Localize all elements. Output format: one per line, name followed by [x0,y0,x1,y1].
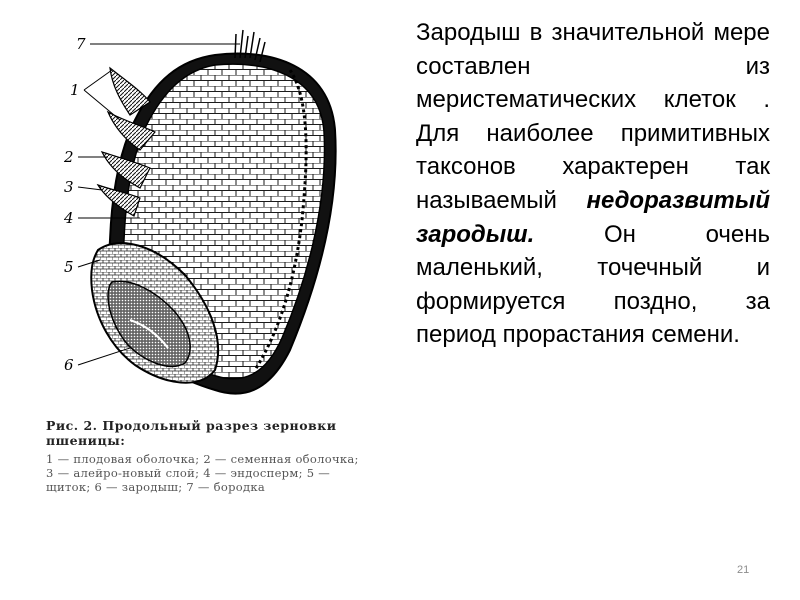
figure-caption-title: Рис. 2. Продольный разрез зерновки пшеницы: [46,418,337,448]
body-text-emphasis: недоразвитый зародыш. [416,186,770,248]
body-text-ending: Он очень маленький, точечный и формируется поздно, за период прорастания семени. [416,220,770,349]
figure-caption-legend: 1 — плодовая оболочка; 2 — семенная оболочка; 3 — алейро-новый слой; 4 — эндосперм; 5 — щиток; 6 — зародыш; 7 — бородка [46,452,359,494]
figure-label-5: 5 [64,258,74,276]
figure-caption [46,418,364,494]
page-number: 21 [737,564,750,576]
figure-label-6: 6 [64,356,74,374]
grain-beard [235,30,265,62]
figure-label-7: 7 [76,35,86,53]
figure-label-2: 2 [64,148,74,166]
figure-label-4: 4 [64,209,74,227]
figure-label-1: 1 [70,81,80,99]
slide-body-text [416,16,770,352]
body-text-intro: Зародыш в значительной мере составлен из меристематических клеток . Для наиболее примитивных таксонов характерен так называемый [416,19,770,214]
figure-label-3: 3 [64,178,74,196]
